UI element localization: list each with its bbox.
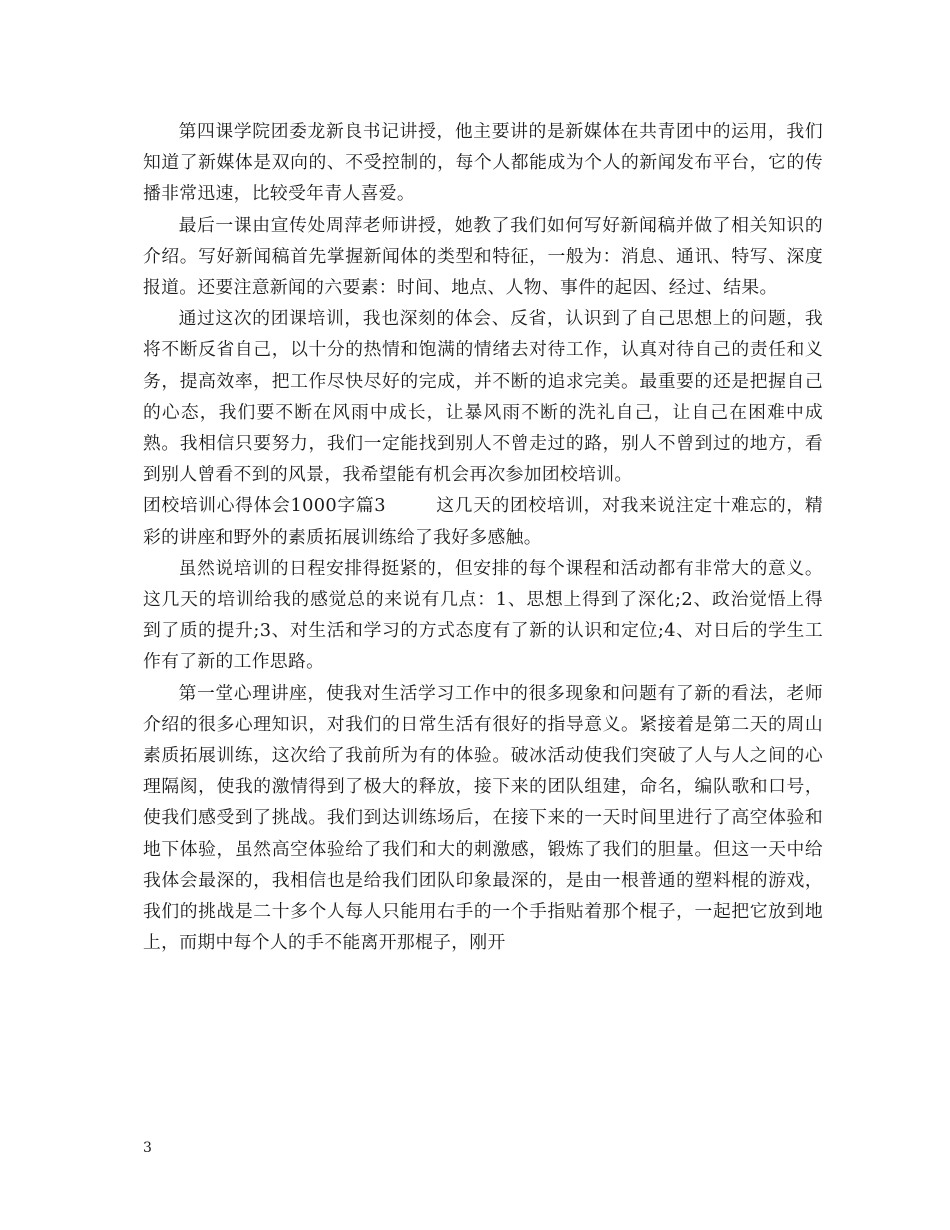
paragraph-training-reflection: 通过这次的团课培训，我也深刻的体会、反省，认识到了自己思想上的问题，我将不断反省自己，以十分的热情和饱满的情绪去对待工作，认真对待自己的责任和义务，提高效率，把工作尽快尽好的完成，并不断的追求完美。最重要的还是把握自己的心态，我们要不断在风雨中成长，让暴风雨不断的洗礼自己，让自己在困难中成熟。我相信只要努力，我们一定能找到别人不曾走过的路，别人不曾到过的地方，看到别人曾看不到的风景，我希望能有机会再次参加团校培训。 [143, 308, 823, 486]
document-body [143, 116, 823, 958]
paragraph-news-writing-lecture: 最后一课由宣传处周萍老师讲授，她教了我们如何写好新闻稿并做了相关知识的介绍。写好新闻稿首先掌握新闻体的类型和特征，一般为：消息、通讯、特写、深度报道。还要注意新闻的六要素：时间、地点、人物、事件的起因、经过、结果。 [143, 214, 823, 299]
paragraph-schedule-summary: 虽然说培训的日程安排得挺紧的，但安排的每个课程和活动都有非常大的意义。这几天的培训给我的感觉总的来说有几点：1、思想上得到了深化;2、政治觉悟上得到了质的提升;3、对生活和学习的方式态度有了新的认识和定位;4、对日后的学生工作有了新的工作思路。 [143, 557, 823, 673]
section-heading-paragraph [143, 490, 823, 552]
section-heading: 团校培训心得体会1000字篇3 [143, 495, 386, 517]
page-number: 3 [143, 1140, 152, 1156]
section-intro: 这几天的团校培训，对我来说注定十难忘的，精彩的讲座和野外的素质拓展训练给了我好多感触。 [143, 495, 823, 548]
paragraph-psychology-lecture: 第一堂心理讲座，使我对生活学习工作中的很多现象和问题有了新的看法，老师介绍的很多心理知识，对我们的日常生活有很好的指导意义。紧接着是第二天的周山素质拓展训练，这次给了我前所为有的体验。破冰活动使我们突破了人与人之间的心理隔阂，使我的激情得到了极大的释放，接下来的团队组建，命名，编队歌和口号，使我们感受到了挑战。我们到达训练场后，在接下来的一天时间里进行了高空体验和地下体验，虽然高空体验给了我们和大的刺激感，锻炼了我们的胆量。但这一天中给我体会最深的，我相信也是给我们团队印象最深的，是由一根普通的塑料棍的游戏，我们的挑战是二十多个人每人只能用右手的一个手指贴着那个棍子，一起把它放到地上，而期中每个人的手不能离开那棍子，刚开 [143, 682, 823, 954]
paragraph-new-media-lecture: 第四课学院团委龙新良书记讲授，他主要讲的是新媒体在共青团中的运用，我们知道了新媒体是双向的、不受控制的，每个人都能成为个人的新闻发布平台，它的传播非常迅速，比较受年青人喜爱。 [143, 121, 823, 205]
